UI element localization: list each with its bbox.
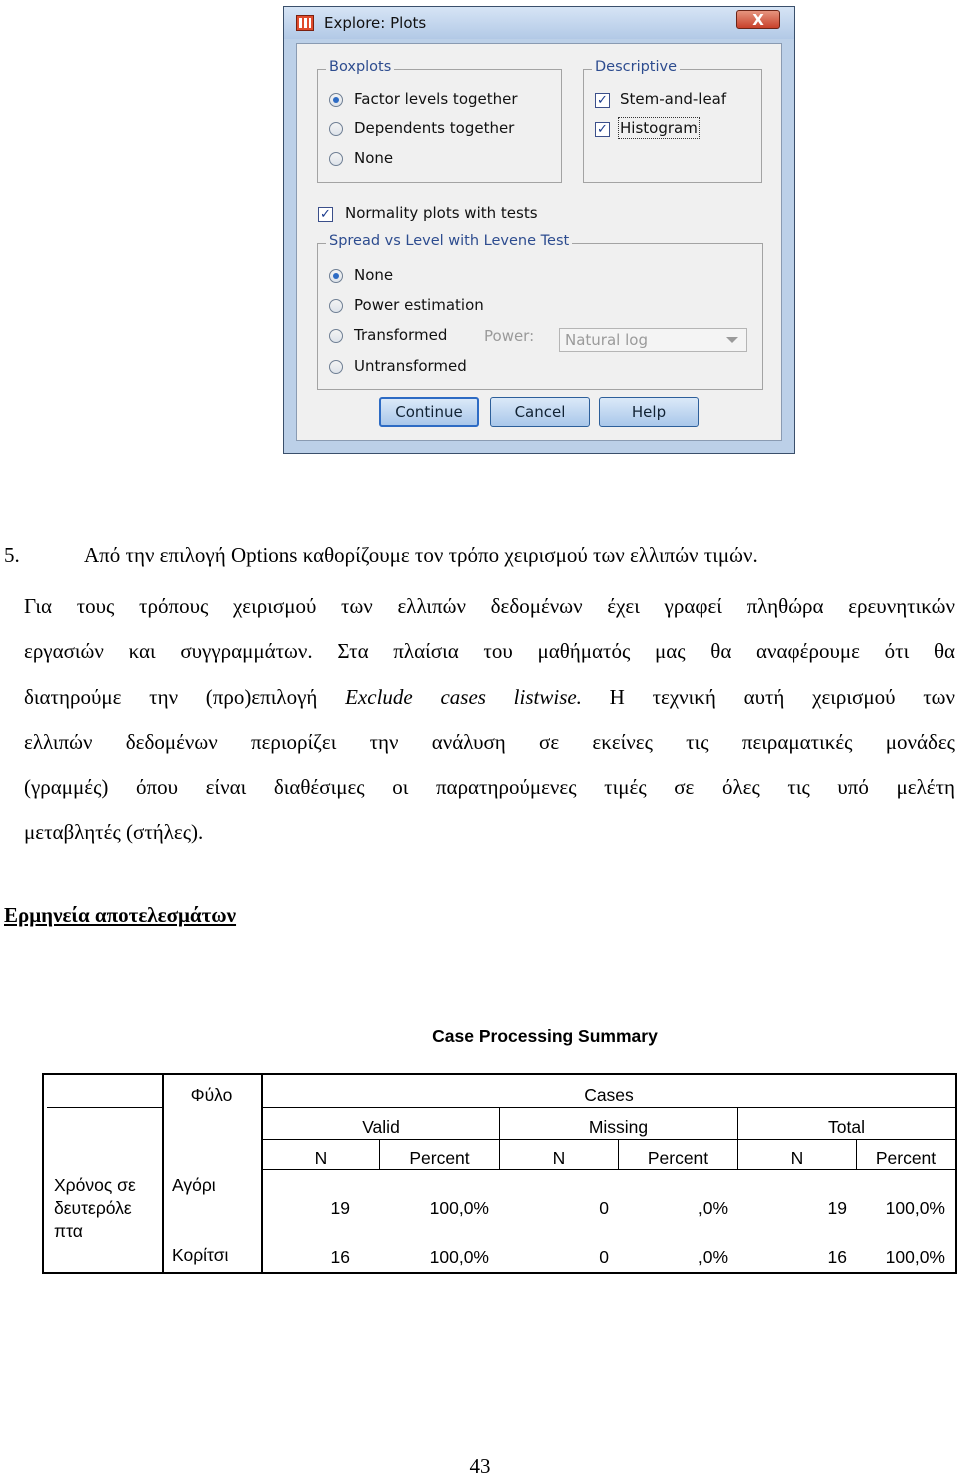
help-button[interactable]: Help bbox=[599, 397, 699, 427]
table-cell: 100,0% bbox=[429, 1247, 489, 1267]
spread-vs-level-group bbox=[317, 233, 763, 390]
paragraph-body bbox=[24, 584, 955, 856]
case-processing-summary-table bbox=[42, 1073, 957, 1274]
table-cell: 16 bbox=[827, 1247, 847, 1267]
normality-plots-label: Normality plots with tests bbox=[345, 204, 538, 222]
descriptive-group bbox=[583, 59, 762, 183]
power-label: Power: bbox=[484, 327, 535, 345]
valid-header: Valid bbox=[362, 1117, 400, 1137]
column-header: N bbox=[314, 1148, 328, 1168]
page-number: 43 bbox=[469, 1454, 491, 1478]
paragraph-line: Για τους τρόπους χειρισμού των ελλιπών δεδομένων έχει γραφεί πληθώρα ερευνητικών bbox=[24, 594, 955, 618]
variable-label-line: Χρόνος σε bbox=[54, 1175, 136, 1195]
paragraph-line: μεταβλητές (στήλες). bbox=[24, 820, 204, 845]
spread-none-radio[interactable] bbox=[329, 269, 343, 283]
paragraph-line: εργασιών και συγγραμμάτων. Στα πλαίσια του μαθήματός μας θα αναφέρουμε ότι θα bbox=[24, 639, 955, 664]
exclude-cases-listwise: Exclude cases listwise. bbox=[345, 684, 582, 709]
explore-plots-dialog bbox=[283, 6, 795, 454]
transformed-label: Transformed bbox=[354, 326, 448, 344]
cases-header: Cases bbox=[584, 1085, 634, 1105]
table-cell: 19 bbox=[330, 1198, 350, 1218]
group-header: Φύλο bbox=[190, 1085, 233, 1105]
dialog-body bbox=[296, 43, 782, 441]
table-cell: ,0% bbox=[697, 1247, 728, 1267]
table-rule bbox=[263, 1107, 955, 1108]
table-cell: 0 bbox=[599, 1198, 609, 1218]
column-header: N bbox=[552, 1148, 566, 1168]
power-estimation-label: Power estimation bbox=[354, 296, 484, 314]
table-rule bbox=[263, 1139, 955, 1140]
boxplots-none-label: None bbox=[354, 149, 394, 167]
transformed-radio[interactable] bbox=[329, 329, 343, 343]
boxplots-group bbox=[317, 59, 562, 183]
table-cell: 19 bbox=[827, 1198, 847, 1218]
row-group-label: Κορίτσι bbox=[172, 1245, 229, 1265]
column-header: N bbox=[790, 1148, 804, 1168]
boxplots-none-radio[interactable] bbox=[329, 152, 343, 166]
variable-label-line: δευτερόλε bbox=[54, 1198, 132, 1218]
power-estimation-radio[interactable] bbox=[329, 299, 343, 313]
untransformed-radio[interactable] bbox=[329, 360, 343, 374]
spread-vs-level-legend: Spread vs Level with Levene Test bbox=[326, 233, 572, 249]
title-bar bbox=[284, 7, 794, 39]
table-rule bbox=[47, 1107, 163, 1108]
item-number: 5. bbox=[4, 543, 20, 567]
cancel-button[interactable]: Cancel bbox=[490, 397, 590, 427]
section-heading: Ερμηνεία αποτελεσμάτων bbox=[4, 903, 237, 927]
missing-header: Missing bbox=[588, 1117, 649, 1137]
stem-and-leaf-checkbox[interactable]: ✓ bbox=[595, 93, 610, 108]
column-header: Percent bbox=[409, 1148, 470, 1168]
stem-and-leaf-label: Stem-and-leaf bbox=[620, 90, 727, 108]
row-group-label: Αγόρι bbox=[172, 1175, 216, 1195]
paragraph-line-exclude bbox=[24, 675, 955, 720]
column-header: Percent bbox=[647, 1148, 709, 1168]
normality-plots-checkbox[interactable]: ✓ bbox=[318, 207, 333, 222]
table-cell: 100,0% bbox=[885, 1198, 945, 1218]
table-title: Case Processing Summary bbox=[432, 1026, 658, 1046]
dependents-together-radio[interactable] bbox=[329, 122, 343, 136]
table-cell: ,0% bbox=[697, 1198, 728, 1218]
paragraph-line: (γραμμές) όπου είναι διαθέσιμες οι παρατηρούμενες τιμές σε όλες τις υπό μελέτη bbox=[24, 775, 955, 800]
factor-levels-together-label: Factor levels together bbox=[354, 90, 518, 108]
table-cell: 100,0% bbox=[885, 1247, 945, 1267]
table-cell: 16 bbox=[330, 1247, 350, 1267]
histogram-label: Histogram bbox=[620, 119, 698, 137]
boxplots-legend: Boxplots bbox=[326, 59, 394, 75]
variable-label-line: πτα bbox=[54, 1221, 83, 1241]
table-cell: 100,0% bbox=[429, 1198, 489, 1218]
dependents-together-label: Dependents together bbox=[354, 119, 515, 137]
paragraph-line: ελλιπών δεδομένων περιορίζει την ανάλυση σε εκείνες τις πειραματικές μονάδες bbox=[24, 729, 955, 754]
total-header: Total bbox=[828, 1117, 865, 1137]
paragraph-first-line: Από την επιλογή Options καθορίζουμε τον τρόπο χειρισμού των ελλιπών τιμών. bbox=[84, 543, 758, 567]
histogram-checkbox[interactable]: ✓ bbox=[595, 122, 610, 137]
factor-levels-together-radio[interactable] bbox=[329, 93, 343, 107]
spread-none-label: None bbox=[354, 266, 394, 284]
close-button[interactable]: X bbox=[736, 10, 780, 29]
spss-app-icon bbox=[296, 15, 314, 31]
column-header: Percent bbox=[875, 1148, 937, 1168]
table-cell: 0 bbox=[599, 1247, 609, 1267]
chevron-down-icon bbox=[726, 337, 738, 343]
table-rule bbox=[263, 1169, 955, 1170]
continue-button[interactable]: Continue bbox=[379, 397, 479, 427]
power-select-value: Natural log bbox=[565, 331, 648, 349]
untransformed-label: Untransformed bbox=[354, 357, 467, 375]
descriptive-legend: Descriptive bbox=[592, 59, 680, 75]
paragraph-line-part: διατηρούμε την (προ)επιλογή bbox=[24, 684, 318, 709]
dialog-title: Explore: Plots bbox=[324, 14, 427, 32]
paragraph-line-part: Η τεχνική αυτή χειρισμού των bbox=[609, 684, 956, 709]
power-select[interactable] bbox=[559, 328, 747, 352]
